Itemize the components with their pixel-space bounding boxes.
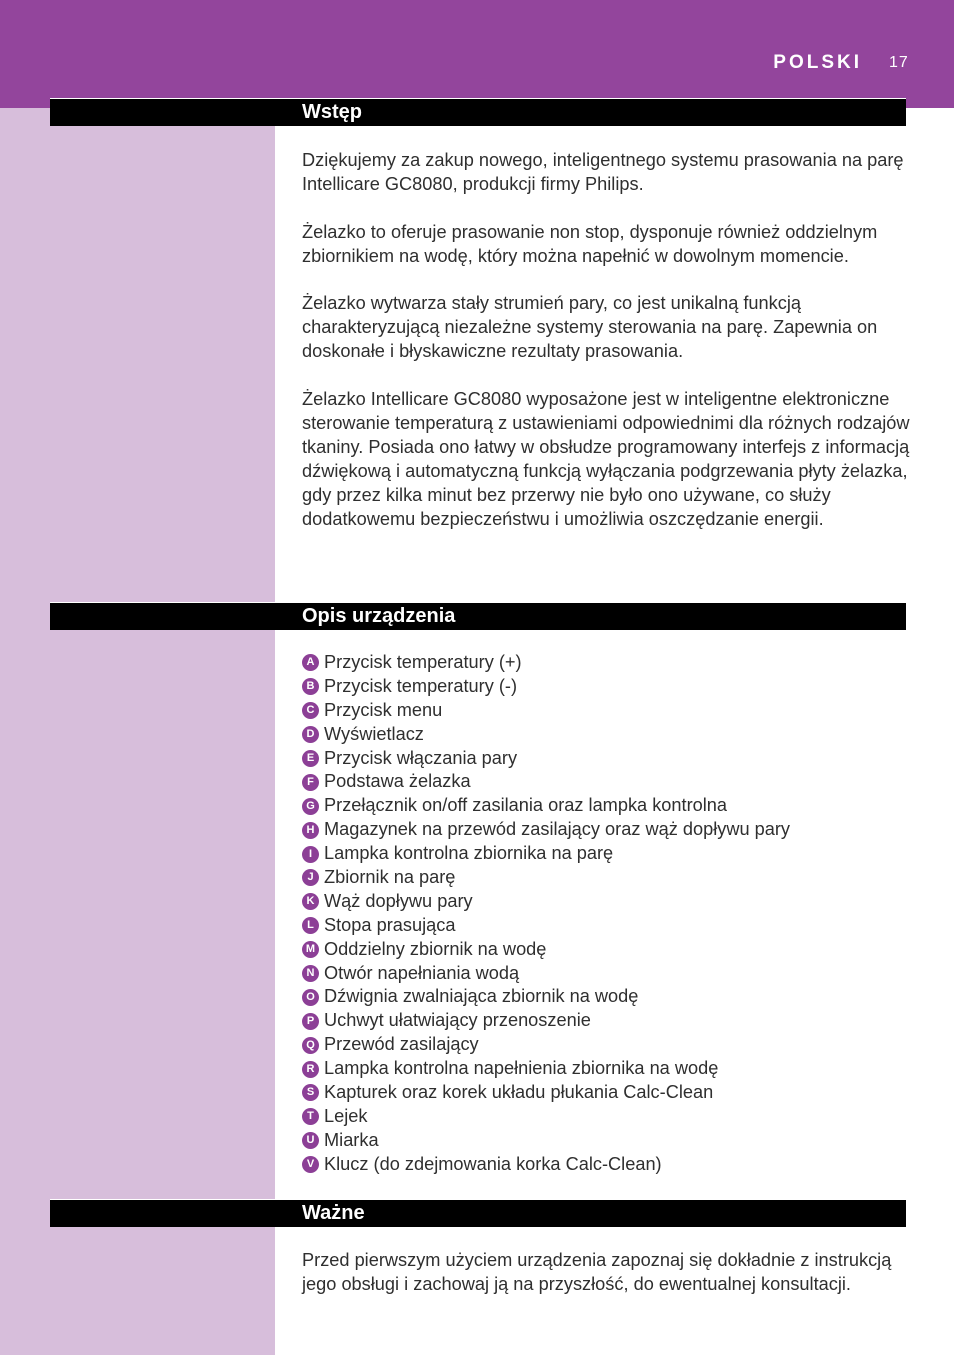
section-header-important	[50, 1199, 906, 1227]
list-item-label: Przełącznik on/off zasilania oraz lampka kontrolna	[324, 795, 728, 816]
list-item	[302, 675, 912, 699]
intro-paragraph: Żelazko wytwarza stały strumień pary, co jest unikalną funkcją charakteryzującą niezależne systemy sterowania na parę. Zapewnia on doskonałe i błyskawiczne rezultaty prasowania.	[302, 293, 878, 362]
letter-o-icon: O	[302, 989, 319, 1006]
list-item-label: Lampka kontrolna zbiornika na parę	[324, 843, 614, 864]
letter-v-icon: V	[302, 1156, 319, 1173]
list-item	[302, 962, 912, 986]
list-item	[302, 890, 912, 914]
letter-q-icon: Q	[302, 1037, 319, 1054]
list-item-label: Klucz (do zdejmowania korka Calc-Clean)	[324, 1153, 662, 1174]
list-item-label: Dźwignia zwalniająca zbiornik na wodę	[324, 986, 639, 1007]
list-item	[302, 1033, 912, 1057]
list-item	[302, 770, 912, 794]
section-header-intro	[50, 98, 906, 126]
list-item-label: Przycisk temperatury (-)	[324, 675, 518, 696]
section-title-description: Opis urządzenia	[302, 605, 456, 627]
list-item	[302, 651, 912, 675]
letter-l-icon: L	[302, 917, 319, 934]
list-item-label: Przewód zasilający	[324, 1034, 479, 1055]
list-item-label: Wyświetlacz	[324, 723, 424, 744]
letter-s-icon: S	[302, 1084, 319, 1101]
parts-list	[302, 651, 912, 1177]
letter-g-icon: G	[302, 798, 319, 815]
letter-h-icon: H	[302, 822, 319, 839]
list-item-label: Magazynek na przewód zasilający oraz wąż dopływu pary	[324, 819, 791, 840]
letter-e-icon: E	[302, 750, 319, 767]
list-item	[302, 747, 912, 771]
list-item-label: Kapturek oraz korek układu płukania Calc-Clean	[324, 1082, 714, 1103]
list-item-label: Otwór napełniania wodą	[324, 962, 520, 983]
list-item	[302, 866, 912, 890]
list-item-label: Podstawa żelazka	[324, 771, 471, 792]
list-item	[302, 1009, 912, 1033]
language-label: POLSKI	[773, 52, 862, 73]
section-header-description	[50, 602, 906, 630]
letter-t-icon: T	[302, 1108, 319, 1125]
list-item-label: Stopa prasująca	[324, 914, 456, 935]
important-paragraph: Przed pierwszym użyciem urządzenia zapoznaj się dokładnie z instrukcją jego obsługi i zachowaj ją na przyszłość, do ewentualnej konsultacji.	[302, 1250, 892, 1294]
list-item-label: Zbiornik na parę	[324, 867, 456, 888]
list-item	[302, 794, 912, 818]
list-item	[302, 985, 912, 1009]
list-item	[302, 1081, 912, 1105]
page-number: 17	[889, 54, 909, 71]
letter-n-icon: N	[302, 965, 319, 982]
list-item-label: Przycisk temperatury (+)	[324, 652, 522, 672]
letter-b-icon: B	[302, 678, 319, 695]
list-item-label: Przycisk menu	[324, 699, 443, 720]
letter-d-icon: D	[302, 726, 319, 743]
list-item	[302, 1057, 912, 1081]
list-item-label: Uchwyt ułatwiający przenoszenie	[324, 1010, 591, 1031]
letter-u-icon: U	[302, 1132, 319, 1149]
list-item	[302, 699, 912, 723]
list-item	[302, 1129, 912, 1153]
intro-paragraph: Żelazko Intellicare GC8080 wyposażone jest w inteligentne elektroniczne sterowanie temperaturą z ustawieniami odpowiednimi dla różnych rodzajów tkaniny. Posiada ono łatwy w obsłudze programowany interfejs z informacją dźwiękową i automatyczną funkcją wyłączania podgrzewania płyty żelazka, gdy przez kilka minut bez przerwy nie było ono używane, co służy dodatkowemu bezpieczeństwu i umożliwia oszczędzanie energii.	[302, 389, 910, 529]
list-item	[302, 914, 912, 938]
list-item	[302, 1105, 912, 1129]
letter-j-icon: J	[302, 869, 319, 886]
section-title-important: Ważne	[302, 1202, 365, 1224]
list-item-label: Lampka kontrolna napełnienia zbiornika na wodę	[324, 1058, 719, 1079]
list-item	[302, 818, 912, 842]
list-item	[302, 842, 912, 866]
letter-f-icon: F	[302, 774, 319, 791]
important-text	[302, 1249, 912, 1297]
letter-r-icon: R	[302, 1061, 319, 1078]
list-item-label: Oddzielny zbiornik na wodę	[324, 938, 547, 959]
list-item-label: Wąż dopływu pary	[324, 890, 473, 911]
list-item	[302, 723, 912, 747]
letter-p-icon: P	[302, 1013, 319, 1030]
list-item-label: Przycisk włączania pary	[324, 747, 518, 768]
intro-paragraph: Żelazko to oferuje prasowanie non stop, dysponuje również oddzielnym zbiornikiem na wodę, który można napełnić w dowolnym momencie.	[302, 221, 878, 266]
letter-c-icon: C	[302, 702, 319, 719]
letter-a-icon: A	[302, 654, 319, 671]
intro-paragraph: Dziękujemy za zakup nowego, inteligentnego systemu prasowania na parę Intellicare GC8080, produkcji firmy Philips.	[302, 150, 904, 194]
letter-i-icon: I	[302, 846, 319, 863]
list-item-label: Lejek	[324, 1105, 368, 1126]
letter-k-icon: K	[302, 893, 319, 910]
section-title-intro: Wstęp	[302, 101, 362, 123]
side-color-band	[0, 108, 275, 1355]
intro-text	[302, 149, 912, 531]
list-item-label: Miarka	[324, 1129, 379, 1150]
list-item	[302, 938, 912, 962]
list-item	[302, 1153, 912, 1177]
letter-m-icon: M	[302, 941, 319, 958]
